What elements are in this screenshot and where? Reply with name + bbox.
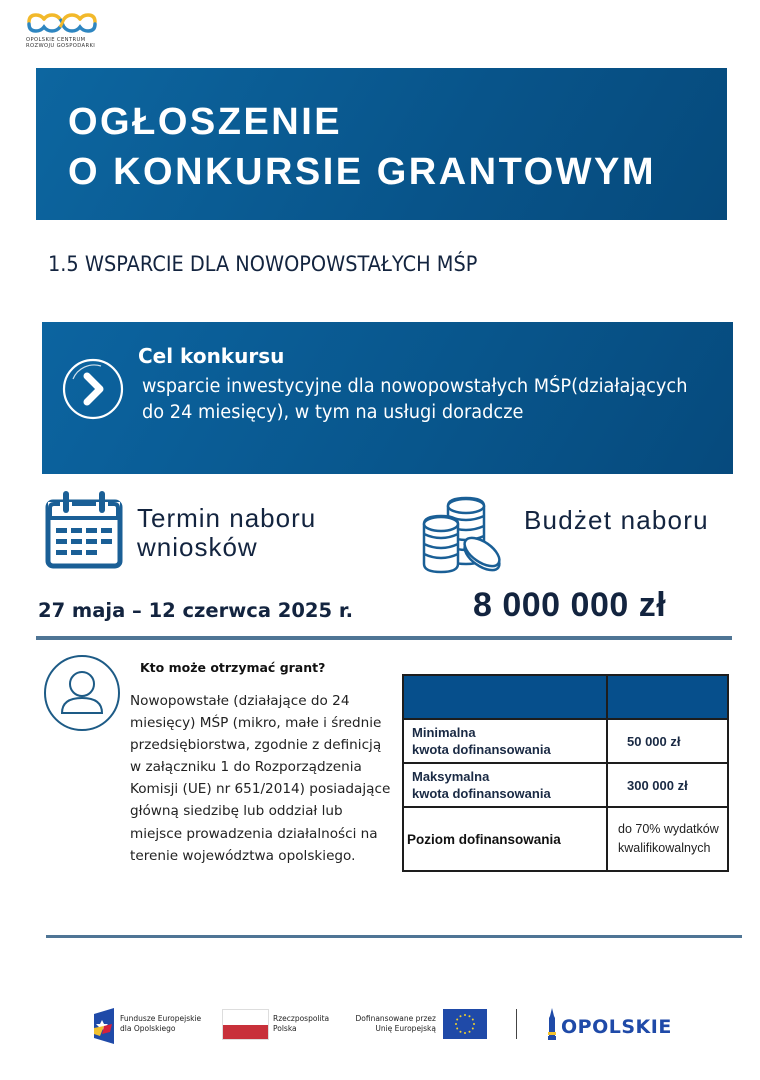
- value-line2: kwalifikowalnych: [618, 841, 711, 855]
- footer-divider: [46, 935, 742, 938]
- person-icon: [42, 653, 122, 733]
- page-title-line1: OGŁOSZENIE: [68, 101, 343, 143]
- deadline-value: 27 maja – 12 czerwca 2025 r.: [38, 599, 354, 622]
- eu-funding-text: [350, 1014, 436, 1034]
- table-row: [403, 763, 728, 807]
- organization-name: [26, 37, 106, 49]
- page-title-line2: O KONKURSIE GRANTOWYM: [68, 151, 657, 193]
- eu-flag-icon: [443, 1009, 487, 1039]
- table-row: [403, 807, 728, 871]
- budget-value: 8 000 000 zł: [473, 586, 667, 624]
- funding-table: [402, 674, 729, 872]
- eu-line1: Dofinansowane przez: [355, 1014, 436, 1023]
- fundusze-europejskie-text: [120, 1014, 201, 1034]
- organization-name-line1: OPOLSKIE CENTRUM: [26, 37, 86, 43]
- rzeczpospolita-text: [273, 1014, 329, 1034]
- deadline-label-line2: wniosków: [137, 532, 258, 562]
- table-header-row: [403, 675, 728, 719]
- deadline-label-line1: Termin naboru: [137, 503, 317, 533]
- table-row: [403, 719, 728, 763]
- calendar-icon: [44, 490, 124, 570]
- coins-icon: [420, 494, 504, 574]
- table-row-value: [607, 807, 728, 871]
- section-divider: [36, 636, 732, 640]
- opolskie-tower-icon: [545, 1008, 559, 1042]
- opolskie-logo-text: OPOLSKIE: [561, 1016, 672, 1038]
- goal-title: Cel konkursu: [138, 344, 285, 368]
- table-row-label: [403, 763, 607, 807]
- label-line1: Maksymalna: [412, 769, 490, 784]
- table-row-label: Poziom dofinansowania: [403, 807, 607, 871]
- rp-line2: Polska: [273, 1024, 297, 1033]
- eu-line2: Unię Europejską: [375, 1024, 436, 1033]
- label-line2: kwota dofinansowania: [412, 742, 551, 757]
- organization-name-line2: ROZWOJU GOSPODARKI: [26, 43, 96, 49]
- eligibility-title: Kto może otrzymać grant?: [140, 660, 326, 675]
- fundusze-europejskie-logo-icon: [92, 1008, 116, 1044]
- chevron-right-circle-icon: [61, 357, 125, 421]
- program-subtitle: 1.5 WSPARCIE DLA NOWOPOWSTAŁYCH MŚP: [48, 252, 478, 276]
- ocrg-waves-logo-icon: [26, 12, 98, 34]
- value-line1: do 70% wydatków: [618, 822, 719, 836]
- goal-text: wsparcie inwestycyjne dla nowopowstałych MŚP(działających do 24 miesięcy), w tym na usługi doradcze: [142, 376, 688, 423]
- header-banner: [36, 68, 727, 220]
- table-row-value: 50 000 zł: [607, 719, 728, 763]
- eligibility-text: Nowopowstałe (działające do 24 miesięcy) MŚP (mikro, małe i średnie przedsiębiorstwa, zgodnie z definicją w załączniku 1 do Rozporządzenia Komisji (UE) nr 651/2014) posiadające główną siedzibę lub oddział lub miejsce prowadzenia działalności na terenie województwa opolskiego.: [130, 693, 391, 864]
- fe-line1: Fundusze Europejskie: [120, 1014, 202, 1023]
- footer-separator: [516, 1009, 517, 1039]
- label-line2: kwota dofinansowania: [412, 786, 551, 801]
- table-row-label: [403, 719, 607, 763]
- footer-logos: [0, 1000, 760, 1060]
- deadline-label: [137, 504, 316, 562]
- label-line1: Minimalna: [412, 725, 476, 740]
- table-row-value: 300 000 zł: [607, 763, 728, 807]
- ocrg-logo: [26, 12, 106, 56]
- fe-line2: dla Opolskiego: [120, 1024, 176, 1033]
- budget-label: Budżet naboru: [524, 505, 709, 535]
- table-header-cell: [607, 675, 728, 719]
- polish-flag-icon: [222, 1009, 269, 1040]
- rp-line1: Rzeczpospolita: [273, 1014, 330, 1023]
- goal-box: [42, 322, 733, 474]
- table-header-cell: [403, 675, 607, 719]
